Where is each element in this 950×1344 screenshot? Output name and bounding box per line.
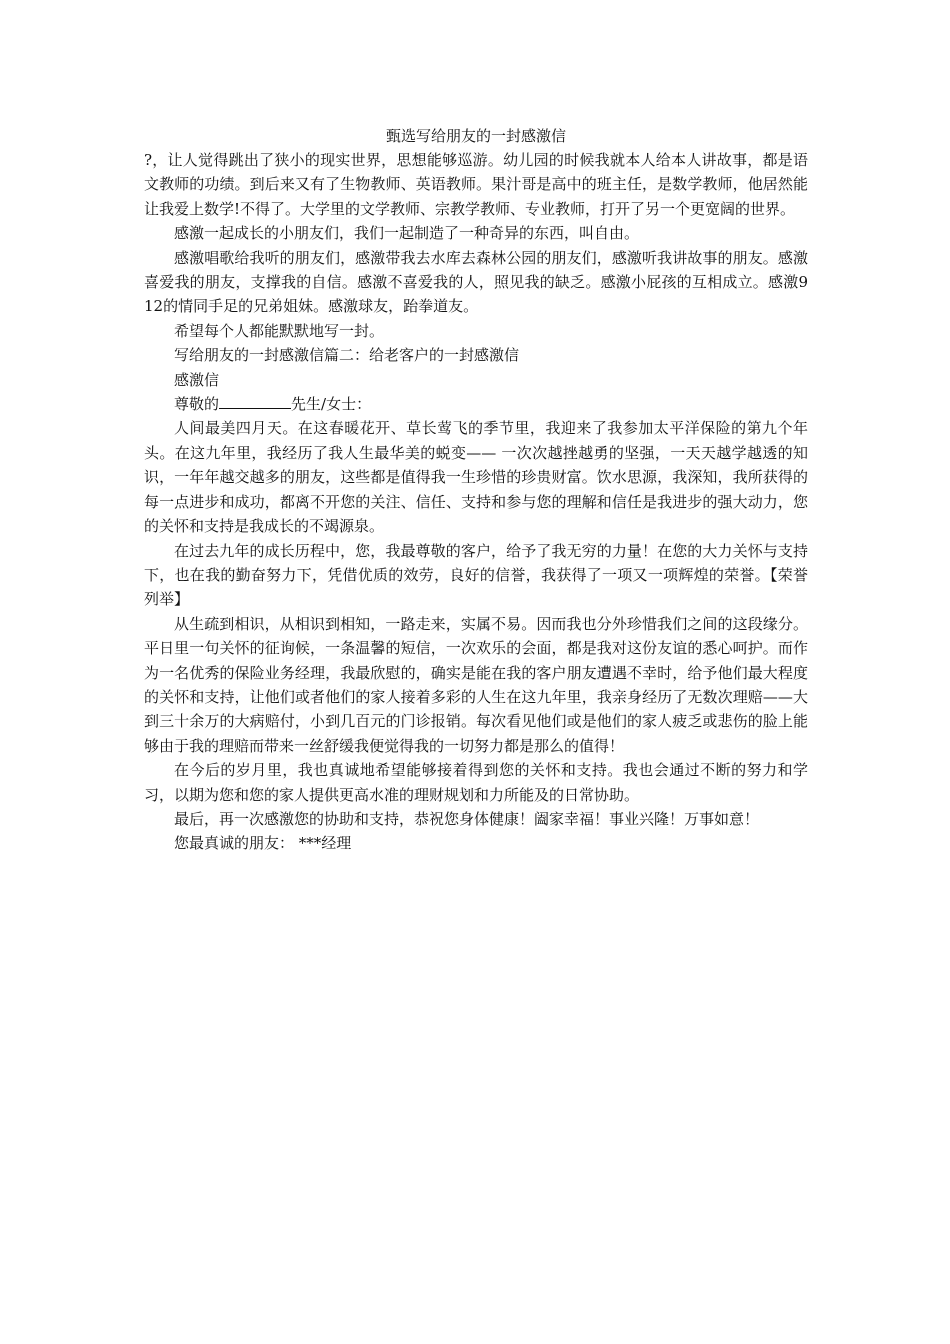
salutation: [144, 392, 808, 416]
name-blank: [219, 393, 291, 409]
paragraph-thanks-list: 感激唱歌给我听的朋友们，感激带我去水库去森林公园的朋友们，感激听我讲故事的朋友。感激喜爱我的朋友，支撑我的自信。感激不喜爱我的人，照见我的缺乏。感激小屁孩的互相成立。感激912的情同手足的兄弟姐妹。感激球友，跆拳道友。: [144, 248, 808, 316]
paragraph-intro: ?，让人觉得跳出了狭小的现实世界，思想能够巡游。幼儿园的时候我就本人给本人讲故事，都是语文教师的功绩。到后来又有了生物教师、英语教师。果汁哥是高中的班主任，是数学教师，他居然能让我爱上数学!不得了。大学里的文学教师、宗教学教师、专业教师，打开了另一个更宽阔的世界。: [144, 151, 808, 218]
salutation-prefix: 尊敬的: [174, 395, 220, 414]
salutation-suffix: 先生/女士：: [291, 395, 372, 414]
paragraph-friendship: 从生疏到相识，从相识到相知，一路走来，实属不易。因而我也分外珍惜我们之间的这段缘分。平日里一句关怀的征询候，一条温馨的短信，一次欢乐的会面，都是我对这份友谊的悉心呵护。而作为一名优秀的保险业务经理，我最欣慰的，确实是能在我的客户朋友遭遇不幸时，给予他们最大程度的关怀和支持，让他们或者他们的家人接着多彩的人生在这九年里，我亲身经历了无数次理赔——大到三十余万的大病赔付，小到几百元的门诊报销。每次看见他们或是他们的家人疲乏或悲伤的脸上能够由于我的理赔而带来一丝舒缓我便觉得我的一切努力都是那么的值得！: [144, 614, 808, 755]
document-title: 甄选写给朋友的一封感激信: [385, 127, 566, 145]
section-heading: 写给朋友的一封感激信篇二：给老客户的一封感激信: [174, 346, 520, 365]
paragraph-hope: 希望每个人都能默默地写一封。: [174, 321, 385, 340]
paragraph-nine-years: 在过去九年的成长历程中，您，我最尊敬的客户，给予了我无穷的力量！在您的大力关怀与支持下，也在我的勤奋努力下，凭借优质的效劳，良好的信誉，我获得了一项又一项辉煌的荣誉。【荣誉列举】: [144, 541, 808, 609]
paragraph-april: 人间最美四月天。在这春暖花开、草长莺飞的季节里，我迎来了我参加太平洋保险的第九个年头。在这九年里，我经历了我人生最华美的蜕变—— 一次次越挫越勇的坚强，一天天越学越透的知识，一年年越交越多的朋友，这些都是值得我一生珍惜的珍贵财富。饮水思源，我深知，我所获得的每一点进步和成功，都离不开您的关注、信任、支持和参与您的理解和信任是我进步的强大动力，您的关怀和支持是我成长的不竭源泉。: [144, 419, 808, 536]
paragraph-future: 在今后的岁月里，我也真诚地希望能够接着得到您的关怀和支持。我也会通过不断的努力和学习，以期为您和您的家人提供更高水准的理财规划和力所能及的日常协助。: [144, 761, 808, 804]
signature: 您最真诚的朋友： ***经理: [174, 834, 352, 853]
paragraph-friends-freedom: 感激一起成长的小朋友们，我们一起制造了一种奇异的东西，叫自由。: [174, 224, 640, 243]
document-page: [144, 124, 808, 856]
letter-heading: 感激信: [174, 370, 220, 389]
paragraph-closing: 最后，再一次感激您的协助和支持，恭祝您身体健康！阖家幸福！事业兴隆！万事如意！: [174, 809, 760, 828]
